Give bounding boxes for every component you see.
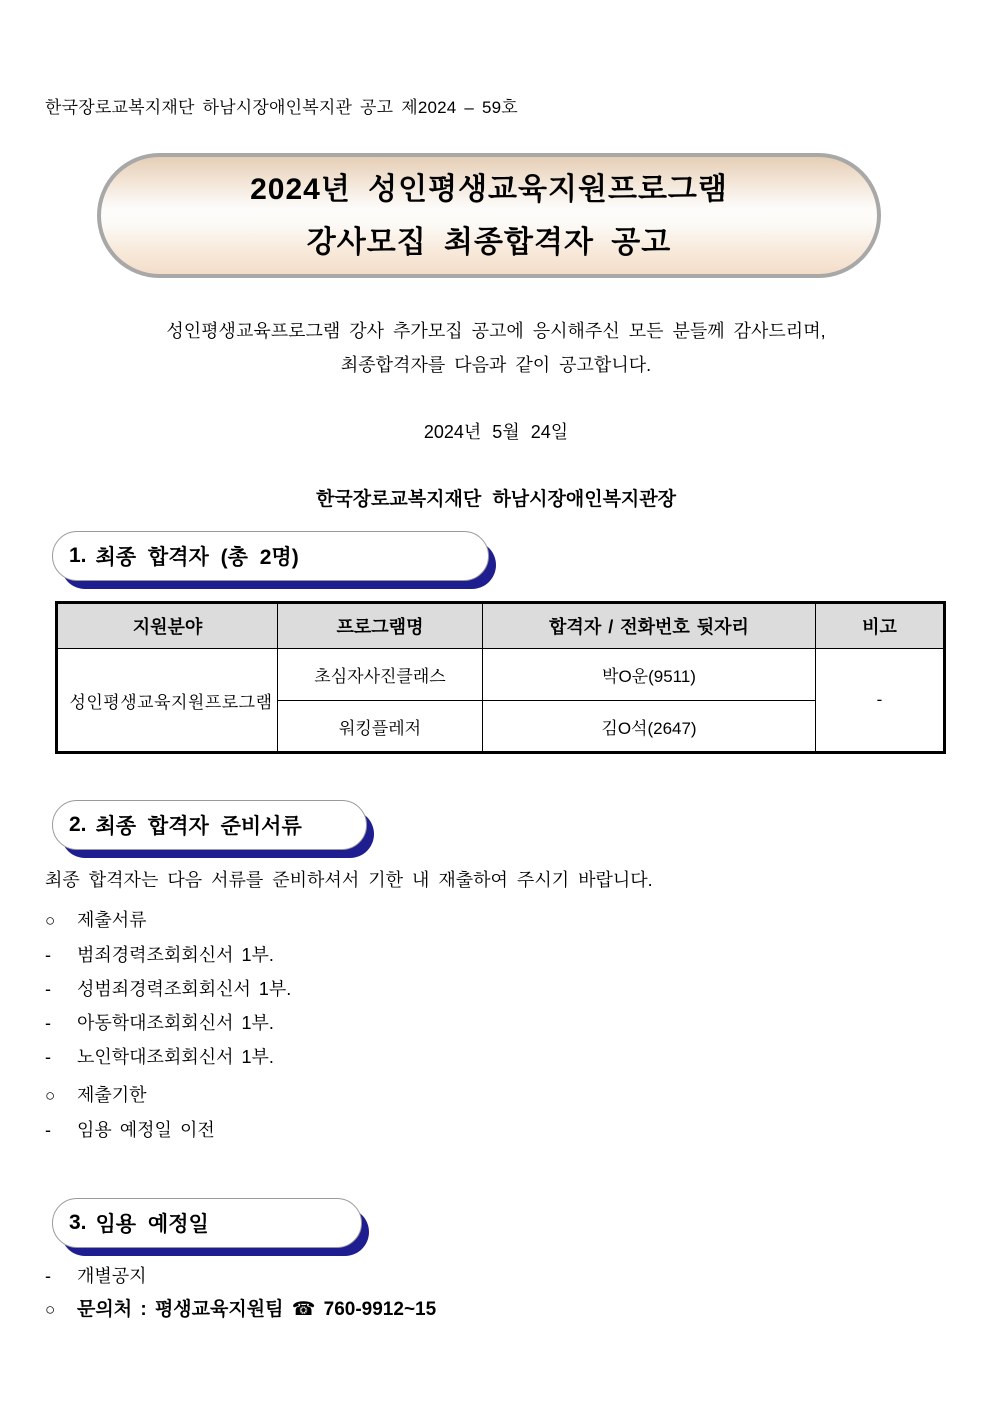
list-item-text: 노인학대조회회신서 1부. [77,1047,274,1067]
contact-line [45,1300,992,1320]
dash-bullet: - [45,1120,51,1140]
list-item-text: 개별공지 [77,1266,147,1286]
col-header-field: 지원분야 [57,603,278,649]
section-2-title: 최종 합격자 준비서류 [95,815,302,838]
dash-bullet: - [45,979,51,999]
list-item-text: 제출서류 [77,910,147,930]
list-item-text: 아동학대조회회신서 1부. [77,1013,274,1033]
intro-paragraph [0,314,992,382]
list-item [45,1013,992,1033]
intro-line2: 최종합격자를 다음과 같이 공고합니다. [340,355,652,375]
table-row [57,649,945,701]
circle-bullet: ○ [45,1300,56,1319]
cell-winner-1: 박O운(9511) [483,649,816,701]
section-2-header [52,800,367,850]
list-item [45,1085,992,1106]
section-2-intro: 최종 합격자는 다음 서류를 준비하셔서 기한 내 재출하여 주시기 바랍니다. [45,870,653,890]
announcement-date: 2024년 5월 24일 [423,422,569,442]
section-1-number: 1. [69,544,87,567]
list-item-text: 임용 예정일 이전 [77,1120,215,1140]
dash-bullet: - [45,945,51,965]
list-item [45,910,992,931]
list-item [45,1047,992,1067]
section-3-title: 임용 예정일 [95,1213,209,1236]
cell-field: 성인평생교육지원프로그램 [57,649,278,753]
table-header-row [57,603,945,649]
section-3-list [45,1266,992,1320]
cell-program-1: 초심자사진클래스 [278,649,483,701]
intro-line1: 성인평생교육프로그램 강사 추가모집 공고에 응시해주신 모든 분들께 감사드리며, [166,321,826,341]
section-1-header [52,531,489,581]
doc-number: 한국장로교복지재단 하남시장애인복지관 공고 제2024 – 59호 [45,98,518,117]
list-item [45,1120,992,1140]
section-3-header [52,1198,362,1248]
list-item-text: 성범죄경력조회회신서 1부. [77,979,292,999]
section-3-number: 3. [69,1211,87,1234]
title-banner [97,153,881,278]
list-item-text: 범죄경력조회회신서 1부. [77,945,274,965]
col-header-note: 비고 [816,603,945,649]
section-1-title: 최종 합격자 (총 2명) [95,546,299,569]
banner-title-line1: 2024년 성인평생교육지원프로그램 [250,172,728,206]
col-header-program: 프로그램명 [278,603,483,649]
list-item [45,1266,992,1286]
section-2-list [45,910,992,1140]
cell-program-2: 워킹플레저 [278,701,483,753]
list-item [45,979,992,999]
col-header-winner: 합격자 / 전화번호 뒷자리 [483,603,816,649]
circle-bullet: ○ [45,1086,56,1105]
signature-org: 한국장로교복지재단 하남시장애인복지관장 [315,489,676,510]
contact-text: 문의처 : 평생교육지원팀 ☎ 760-9912~15 [77,1299,437,1320]
dash-bullet: - [45,1013,51,1033]
list-item-text: 제출기한 [77,1085,147,1105]
circle-bullet: ○ [45,911,56,930]
cell-winner-2: 김O석(2647) [483,701,816,753]
dash-bullet: - [45,1047,51,1067]
final-winners-table [55,601,946,754]
dash-bullet: - [45,1266,51,1286]
cell-note: - [816,649,945,753]
list-item [45,945,992,965]
section-2-number: 2. [69,813,87,836]
banner-title-line2: 강사모집 최종합격자 공고 [306,225,672,259]
